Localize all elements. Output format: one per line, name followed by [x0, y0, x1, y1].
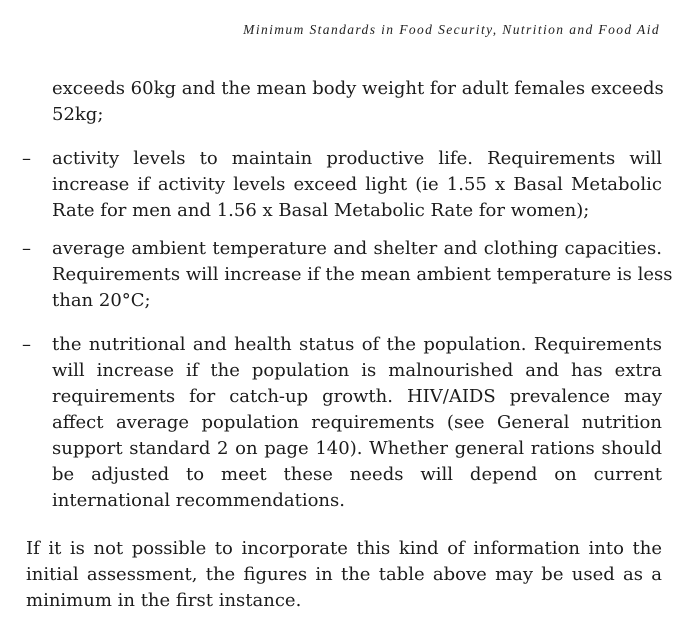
- bullet-marker: –: [22, 238, 31, 259]
- bullet-1-line-1: activity levels to maintain productive life. Requirements will: [52, 148, 662, 169]
- continuation-line-1: exceeds 60kg and the mean body weight for adult females exceeds: [52, 78, 664, 99]
- bullet-3-line-7: international recommendations.: [52, 490, 345, 511]
- bullet-3-line-1: the nutritional and health status of the population. Requirements: [52, 334, 662, 355]
- bullet-1-line-2: increase if activity levels exceed light (ie 1.55 x Basal Metabolic: [52, 174, 662, 195]
- bullet-3-line-2: will increase if the population is malnourished and has extra: [52, 360, 662, 381]
- closing-line-3: minimum in the first instance.: [26, 590, 302, 611]
- bullet-marker: –: [22, 148, 31, 169]
- continuation-line-2: 52kg;: [52, 104, 104, 125]
- bullet-2-line-1: average ambient temperature and shelter and clothing capacities.: [52, 238, 662, 259]
- bullet-3-line-3: requirements for catch-up growth. HIV/AIDS prevalence may: [52, 386, 662, 407]
- bullet-3-line-6: be adjusted to meet these needs will depend on current: [52, 464, 662, 485]
- bullet-3-line-5: support standard 2 on page 140). Whether general rations should: [52, 438, 662, 459]
- bullet-2-line-2: Requirements will increase if the mean ambient temperature is less: [52, 264, 673, 285]
- bullet-2-line-3: than 20°C;: [52, 290, 151, 311]
- bullet-1-line-3: Rate for men and 1.56 x Basal Metabolic Rate for women);: [52, 200, 590, 221]
- closing-line-2: initial assessment, the figures in the table above may be used as a: [26, 564, 662, 585]
- bullet-marker: –: [22, 334, 31, 355]
- closing-line-1: If it is not possible to incorporate this kind of information into the: [26, 538, 662, 559]
- bullet-3-line-4: affect average population requirements (see General nutrition: [52, 412, 662, 433]
- running-header: Minimum Standards in Food Security, Nutrition and Food Aid: [243, 22, 660, 37]
